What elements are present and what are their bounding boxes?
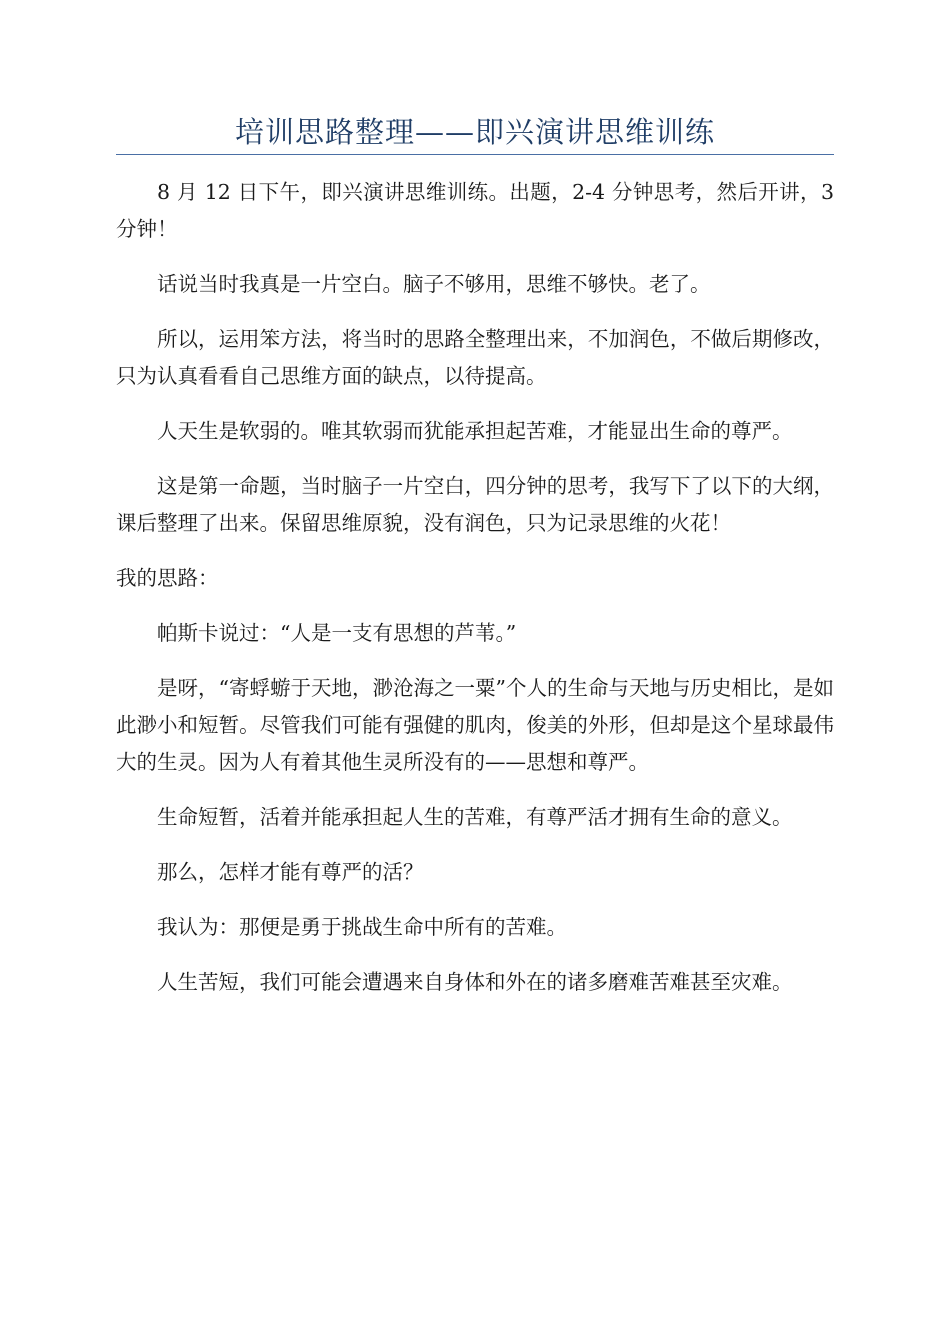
paragraph-6: 帕斯卡说过：“人是一支有思想的芦苇。” — [157, 621, 517, 645]
paragraph-2: 话说当时我真是一片空白。脑子不够用，思维不够快。老了。 — [157, 272, 711, 296]
paragraph-3: 所以，运用笨方法，将当时的思路全整理出来，不加润色，不做后期修改，只为认真看看自己思维方面的缺点，以待提高。 — [116, 327, 834, 388]
paragraph-1: 8 月 12 日下午，即兴演讲思维训练。出题，2-4 分钟思考，然后开讲，3 分钟！ — [116, 180, 834, 241]
paragraph-4: 人天生是软弱的。唯其软弱而犹能承担起苦难，才能显出生命的尊严。 — [157, 419, 793, 443]
paragraph-8: 生命短暂，活着并能承担起人生的苦难，有尊严活才拥有生命的意义。 — [157, 805, 793, 829]
paragraph-10: 我认为：那便是勇于挑战生命中所有的苦难。 — [157, 915, 567, 939]
document-body — [116, 174, 834, 1019]
document-title: 培训思路整理——即兴演讲思维训练 — [234, 115, 715, 149]
paragraph-11: 人生苦短，我们可能会遭遇来自身体和外在的诸多磨难苦难甚至灾难。 — [157, 970, 793, 994]
paragraph-7: 是呀，“寄蜉蝣于天地，渺沧海之一粟”个人的生命与天地与历史相比，是如此渺小和短暂。尽管我们可能有强健的肌肉，俊美的外形，但却是这个星球最伟大的生灵。因为人有着其他生灵所没有的——思想和尊严。 — [116, 676, 834, 774]
paragraph-5: 这是第一命题，当时脑子一片空白，四分钟的思考，我写下了以下的大纲，课后整理了出来。保留思维原貌，没有润色，只为记录思维的火花！ — [116, 474, 834, 535]
title-underline — [116, 154, 834, 155]
paragraph-9: 那么，怎样才能有尊严的活？ — [157, 860, 424, 884]
section-heading-my-thoughts: 我的思路： — [116, 566, 219, 590]
